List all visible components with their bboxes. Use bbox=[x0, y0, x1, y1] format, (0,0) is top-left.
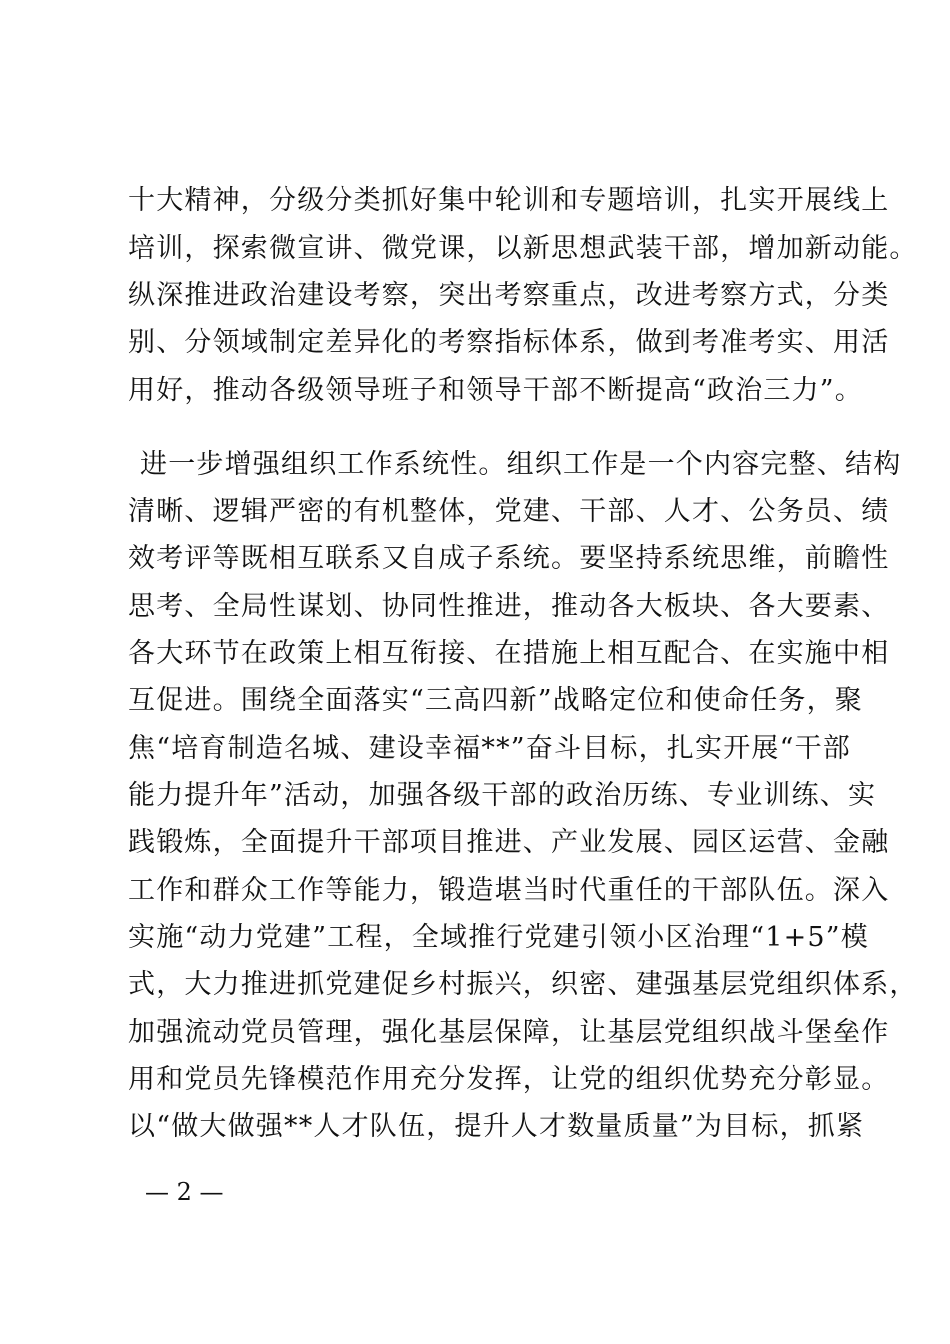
paragraph-line: 进一步增强组织工作系统性。组织工作是一个内容完整、结构 bbox=[140, 449, 902, 480]
paragraph-line: 纵深推进政治建设考察，突出考察重点，改进考察方式，分类 bbox=[128, 280, 890, 311]
paragraph-line: 别、分领域制定差异化的考察指标体系，做到考准考实、用活 bbox=[128, 327, 890, 358]
paragraph-line: 以“做大做强**人才队伍，提升人才数量质量”为目标，抓紧 bbox=[128, 1111, 865, 1142]
paragraph-line: 加强流动党员管理，强化基层保障，让基层党组织战斗堡垒作 bbox=[128, 1017, 890, 1048]
paragraph-line: 焦“培育制造名城、建设幸福**”奋斗目标，扎实开展“干部 bbox=[128, 733, 852, 764]
paragraph-line: 各大环节在政策上相互衔接、在措施上相互配合、在实施中相 bbox=[128, 638, 890, 669]
paragraph-line: 实施“动力党建”工程，全域推行党建引领小区治理“1+5”模 bbox=[128, 922, 869, 953]
paragraph-line: 践锻炼，全面提升干部项目推进、产业发展、园区运营、金融 bbox=[128, 827, 890, 858]
paragraph-line: 式，大力推进抓党建促乡村振兴，织密、建强基层党组织体系， bbox=[128, 969, 918, 1000]
paragraph-line: 能力提升年”活动，加强各级干部的政治历练、专业训练、实 bbox=[128, 780, 877, 811]
page-number: — 2 — bbox=[145, 1178, 224, 1206]
paragraph-line: 清晰、逻辑严密的有机整体，党建、干部、人才、公务员、绩 bbox=[128, 496, 890, 527]
paragraph-line: 工作和群众工作等能力，锻造堪当时代重任的干部队伍。深入 bbox=[128, 875, 890, 906]
paragraph-line: 用好，推动各级领导班子和领导干部不断提高“政治三力”。 bbox=[128, 375, 864, 406]
paragraph-line: 用和党员先锋模范作用充分发挥，让党的组织优势充分彰显。 bbox=[128, 1064, 890, 1095]
paragraph-line: 思考、全局性谋划、协同性推进，推动各大板块、各大要素、 bbox=[128, 591, 890, 622]
paragraph-line: 十大精神，分级分类抓好集中轮训和专题培训，扎实开展线上 bbox=[128, 185, 890, 216]
paragraph-line: 效考评等既相互联系又自成子系统。要坚持系统思维，前瞻性 bbox=[128, 543, 890, 574]
paragraph-line: 培训，探索微宣讲、微党课，以新思想武装干部，增加新动能。 bbox=[128, 233, 918, 264]
paragraph-line: 互促进。围绕全面落实“三高四新”战略定位和使命任务，聚 bbox=[128, 685, 864, 716]
